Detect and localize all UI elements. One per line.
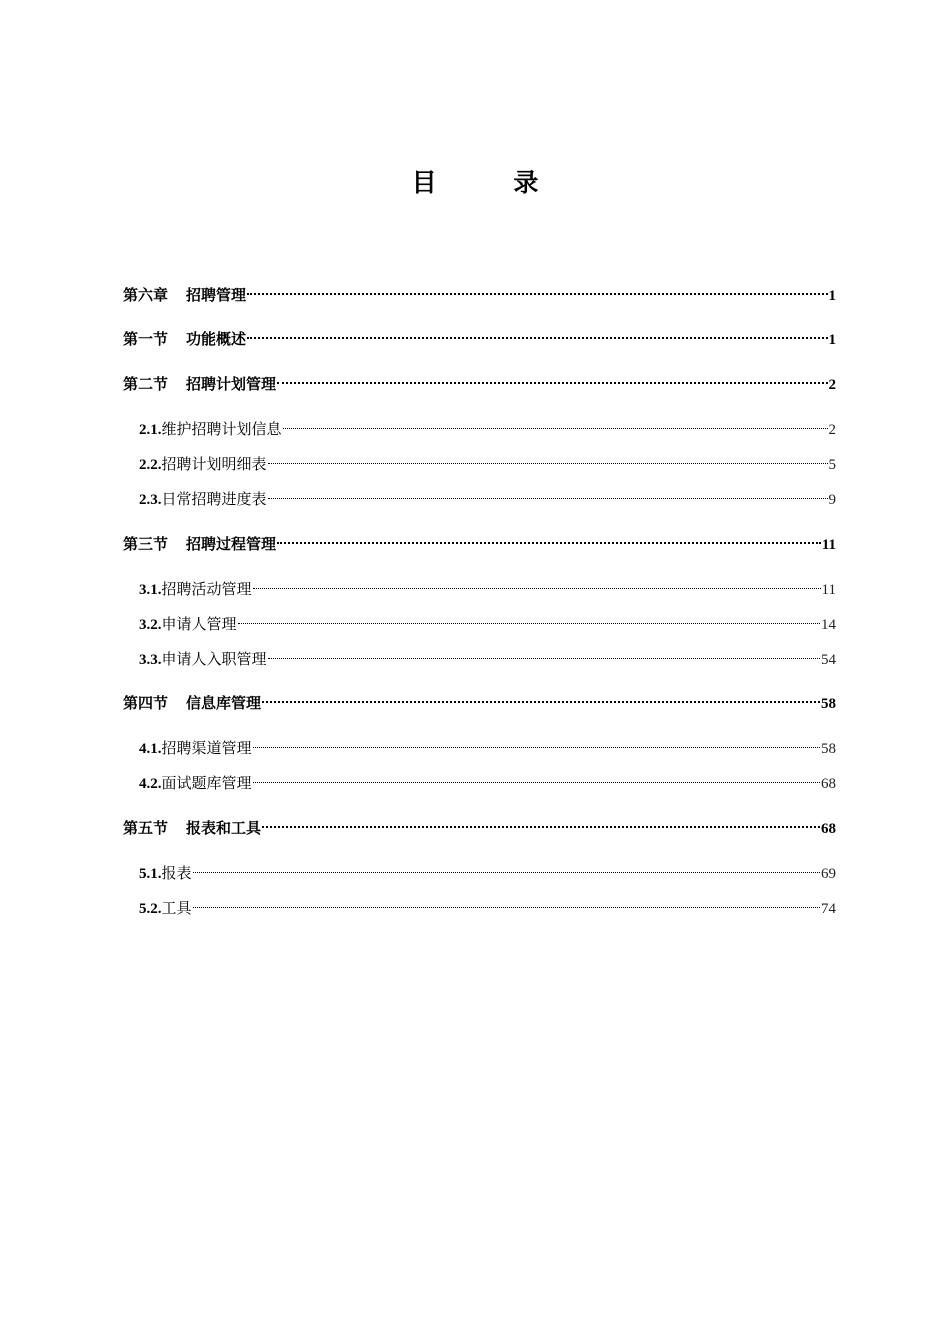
toc-entry-page: 54 bbox=[821, 652, 836, 668]
toc-entry-page: 11 bbox=[821, 582, 836, 598]
toc-entry[interactable] bbox=[123, 686, 836, 712]
toc-entry-number: 5.2. bbox=[139, 901, 162, 917]
toc-entry-label: 第四节 bbox=[123, 694, 169, 712]
toc-entry-page: 5 bbox=[828, 457, 836, 473]
toc-entry-title: 申请人入职管理 bbox=[161, 650, 267, 668]
toc-entry-page: 74 bbox=[821, 901, 836, 917]
toc-entry-title: 申请人管理 bbox=[161, 615, 237, 633]
toc-entry-page: 68 bbox=[821, 821, 836, 837]
toc-entry-title: 报表和工具 bbox=[186, 819, 262, 837]
toc-entry[interactable] bbox=[123, 322, 836, 348]
toc-entry-number: 2.2. bbox=[139, 457, 162, 473]
toc-entry-number: 4.2. bbox=[139, 776, 162, 792]
toc-entry-page: 58 bbox=[821, 696, 836, 712]
toc-entry[interactable] bbox=[123, 367, 836, 393]
toc-entry-page: 58 bbox=[821, 741, 836, 757]
dot-leader bbox=[283, 412, 828, 434]
toc-entry-page: 9 bbox=[828, 492, 836, 508]
toc-entry-title: 招聘过程管理 bbox=[186, 535, 277, 553]
toc-entry[interactable] bbox=[139, 766, 836, 792]
toc-entry-title: 报表 bbox=[161, 864, 192, 882]
toc-entry-page: 69 bbox=[821, 866, 836, 882]
toc-entry[interactable] bbox=[139, 572, 836, 598]
dot-leader bbox=[268, 642, 820, 664]
toc-entry-title: 维护招聘计划信息 bbox=[161, 420, 282, 438]
toc-entry[interactable] bbox=[139, 412, 836, 438]
toc-entry-number: 5.1. bbox=[139, 866, 162, 882]
toc-entry-number: 3.1. bbox=[139, 582, 162, 598]
dot-leader bbox=[193, 891, 820, 913]
toc-entry-title: 招聘活动管理 bbox=[161, 580, 252, 598]
dot-leader bbox=[193, 856, 820, 878]
dot-leader bbox=[253, 731, 820, 753]
page-title: 目 录 bbox=[411, 168, 573, 197]
toc-entry-title: 功能概述 bbox=[186, 330, 247, 348]
toc-entry[interactable] bbox=[123, 278, 836, 304]
toc-entry-number: 3.2. bbox=[139, 617, 162, 633]
toc-entry[interactable] bbox=[123, 811, 836, 837]
toc-entry-label: 第三节 bbox=[123, 535, 169, 553]
toc-entry[interactable] bbox=[139, 642, 836, 668]
toc-entry-page: 1 bbox=[828, 332, 836, 348]
toc-entry-page: 11 bbox=[821, 537, 836, 553]
dot-leader bbox=[253, 766, 820, 788]
toc-entry[interactable] bbox=[139, 482, 836, 508]
dot-leader bbox=[277, 527, 821, 549]
dot-leader bbox=[268, 447, 828, 469]
toc-entry[interactable] bbox=[139, 447, 836, 473]
dot-leader bbox=[247, 322, 827, 344]
toc-entry-title: 信息库管理 bbox=[186, 694, 262, 712]
dot-leader bbox=[253, 572, 821, 594]
dot-leader bbox=[268, 482, 828, 504]
toc-entry-label: 第五节 bbox=[123, 819, 169, 837]
toc-entry[interactable] bbox=[139, 607, 836, 633]
toc-entry-page: 1 bbox=[828, 288, 836, 304]
dot-leader bbox=[238, 607, 820, 629]
toc-entry-page: 2 bbox=[828, 422, 836, 438]
toc-entry-page: 2 bbox=[828, 377, 836, 393]
toc-entry-number: 3.3. bbox=[139, 652, 162, 668]
dot-leader bbox=[247, 278, 827, 300]
toc-entry-title: 招聘渠道管理 bbox=[161, 739, 252, 757]
toc-entry-title: 招聘管理 bbox=[186, 286, 247, 304]
toc-entry-number: 4.1. bbox=[139, 741, 162, 757]
toc-entry[interactable] bbox=[123, 527, 836, 553]
toc-entry-number: 2.1. bbox=[139, 422, 162, 438]
toc-entry-page: 14 bbox=[821, 617, 836, 633]
toc-entry-title: 日常招聘进度表 bbox=[161, 490, 267, 508]
toc-entry[interactable] bbox=[139, 731, 836, 757]
toc-entry-label: 第一节 bbox=[123, 330, 169, 348]
toc-entry[interactable] bbox=[139, 891, 836, 917]
toc-entry-label: 第二节 bbox=[123, 375, 169, 393]
toc-entry-title: 招聘计划明细表 bbox=[161, 455, 267, 473]
toc-entry-page: 68 bbox=[821, 776, 836, 792]
dot-leader bbox=[262, 811, 820, 833]
toc-entry-label: 第六章 bbox=[123, 286, 169, 304]
toc-entry-number: 2.3. bbox=[139, 492, 162, 508]
dot-leader bbox=[277, 367, 827, 389]
toc-entry-title: 工具 bbox=[161, 899, 192, 917]
toc-entry-title: 招聘计划管理 bbox=[186, 375, 277, 393]
toc-entry[interactable] bbox=[139, 856, 836, 882]
dot-leader bbox=[262, 686, 820, 708]
toc-entry-title: 面试题库管理 bbox=[161, 774, 252, 792]
